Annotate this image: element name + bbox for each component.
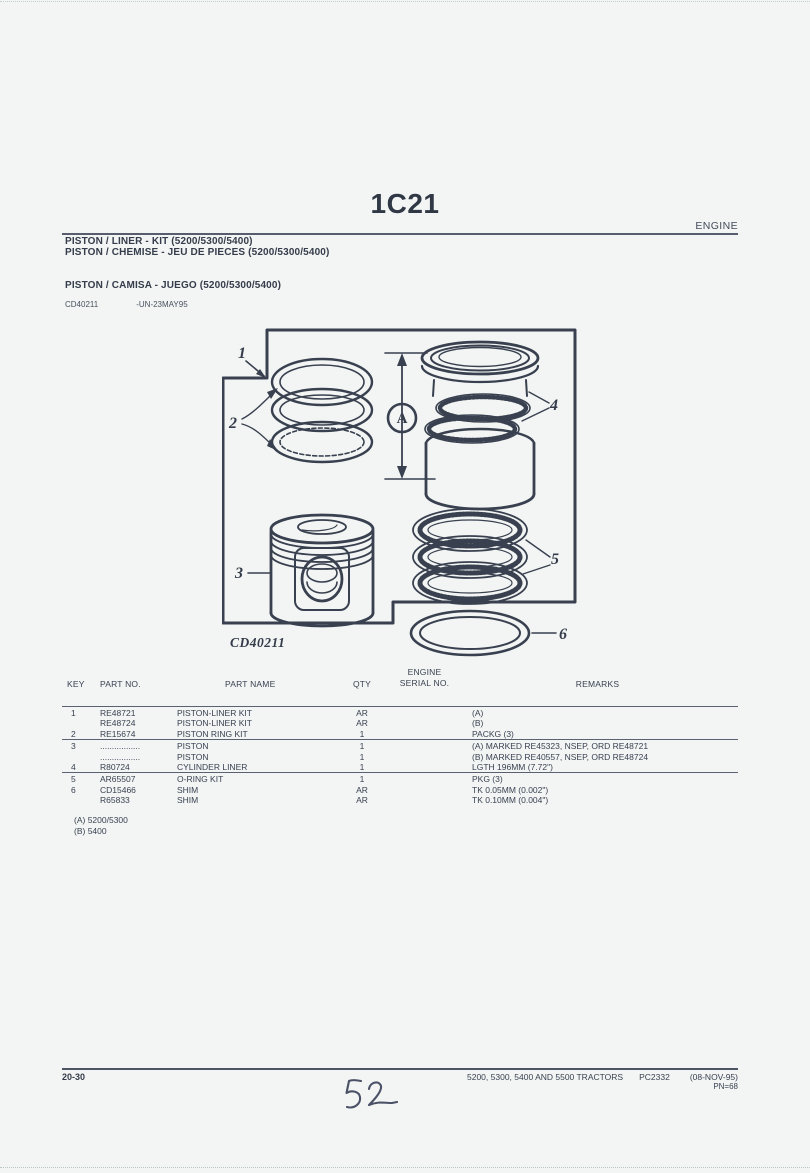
table-cell-part_no: ................. xyxy=(100,741,141,752)
footer-pn: PN=68 xyxy=(713,1082,738,1091)
footnote-a: (A) 5200/5300 xyxy=(74,815,128,825)
table-cell-qty: 1 xyxy=(359,774,365,785)
table-row xyxy=(62,706,738,718)
table-cell-qty: 1 xyxy=(359,762,365,773)
parts-table xyxy=(62,667,738,806)
table-footnotes xyxy=(74,815,128,837)
table-cell-key xyxy=(62,752,100,762)
footer-catalog-info xyxy=(467,1072,738,1082)
callout-5-leader-lower xyxy=(523,565,550,574)
header-key: KEY xyxy=(67,679,85,689)
figure-reference xyxy=(65,300,188,309)
scan-artifact-top xyxy=(0,1,810,2)
table-cell-key: 6 xyxy=(71,784,76,795)
piston xyxy=(271,515,373,626)
table-cell-key: 3 xyxy=(71,741,76,752)
piston-ring-set xyxy=(272,359,372,462)
table-cell-qty: 1 xyxy=(359,741,365,752)
heading-spanish: PISTON / CAMISA - JUEGO (5200/5300/5400) xyxy=(65,280,282,291)
page-title: 1C21 xyxy=(370,188,440,219)
table-cell-part_no: R80724 xyxy=(100,762,130,773)
table-cell-qty: 1 xyxy=(359,751,365,762)
table-cell-key: 2 xyxy=(71,728,76,739)
table-cell-remarks: LGTH 196MM (7.72") xyxy=(472,762,553,773)
heading-french: PISTON / CHEMISE - JEU DE PIECES (5200/5300/5400) xyxy=(65,247,330,258)
header-engine-serial-line2: SERIAL NO. xyxy=(399,678,450,688)
table-cell-part_name: PISTON-LINER KIT xyxy=(177,718,252,729)
footer-rule xyxy=(62,1068,738,1070)
table-cell-part_no: ................. xyxy=(100,751,141,762)
handwritten-page-number xyxy=(336,1072,406,1120)
table-cell-qty: AR xyxy=(356,708,368,718)
table-cell-qty: AR xyxy=(356,718,368,729)
table-cell-part_no: RE48724 xyxy=(100,718,136,729)
footer-page-number: 20-30 xyxy=(62,1072,86,1082)
header-remarks: REMARKS xyxy=(575,679,620,689)
table-cell-part_no: R65833 xyxy=(100,795,130,806)
table-row xyxy=(62,739,738,751)
table-cell-part_name: O-RING KIT xyxy=(177,774,224,785)
scan-artifact-bottom xyxy=(0,1167,810,1168)
header-rule xyxy=(62,233,738,235)
table-cell-part_no: RE48721 xyxy=(100,708,136,718)
callout-5: 5 xyxy=(551,551,559,568)
table-cell-part_no: AR65507 xyxy=(100,774,136,785)
footer-print-date: (08-NOV-95) xyxy=(689,1072,738,1082)
header-engine-serial-line1: ENGINE xyxy=(407,667,442,677)
table-cell-part_no: RE15674 xyxy=(100,728,136,739)
callout-5-leader-upper xyxy=(526,540,550,557)
footer-catalog-code: PC2332 xyxy=(639,1072,670,1082)
table-cell-key: 1 xyxy=(71,708,76,718)
table-row xyxy=(62,785,738,795)
parts-table-header xyxy=(62,667,738,689)
header-part-no: PART NO. xyxy=(100,679,141,689)
heading-english: PISTON / LINER - KIT (5200/5300/5400) xyxy=(65,236,253,247)
cylinder-liner xyxy=(422,342,538,509)
table-cell-remarks: (B) MARKED RE40557, NSEP, ORD RE48724 xyxy=(472,751,649,762)
table-cell-remarks: TK 0.10MM (0.004") xyxy=(472,795,549,806)
table-cell-part_name: SHIM xyxy=(177,784,199,795)
table-cell-part_name: PISTON-LINER KIT xyxy=(177,708,252,718)
table-cell-remarks: PACKG (3) xyxy=(472,728,514,739)
diagram-figure-label: CD40211 xyxy=(230,635,286,650)
footer-catalog-title: 5200, 5300, 5400 AND 5500 TRACTORS xyxy=(467,1072,624,1082)
table-cell-key: 5 xyxy=(71,774,76,785)
section-label: ENGINE xyxy=(695,220,738,232)
table-cell-part_name: PISTON RING KIT xyxy=(177,728,248,739)
o-ring xyxy=(411,611,529,655)
table-cell-part_no: CD15466 xyxy=(100,784,136,795)
table-row xyxy=(62,795,738,805)
table-row xyxy=(62,729,738,739)
table-cell-remarks: (A) MARKED RE45323, NSEP, ORD RE48721 xyxy=(472,741,649,752)
table-cell-key xyxy=(62,718,100,728)
table-cell-remarks: (A) xyxy=(472,708,484,718)
table-cell-remarks: PKG (3) xyxy=(472,774,503,785)
table-row xyxy=(62,718,738,728)
parts-diagram xyxy=(222,326,582,664)
callout-2-leader-upper xyxy=(242,392,274,419)
header-engine-serial xyxy=(392,667,457,689)
table-cell-part_name: PISTON xyxy=(177,741,209,752)
callout-6: 6 xyxy=(559,626,567,643)
table-row xyxy=(62,752,738,762)
table-cell-key xyxy=(62,795,100,805)
callout-2: 2 xyxy=(229,415,237,432)
callout-4-leader-upper xyxy=(529,392,549,403)
callout-1: 1 xyxy=(238,345,246,362)
table-cell-part_name: CYLINDER LINER xyxy=(177,762,248,773)
dimension-a-label: A xyxy=(396,411,408,427)
table-row xyxy=(62,762,738,772)
footnote-b: (B) 5400 xyxy=(74,826,107,836)
callout-4: 4 xyxy=(550,397,558,414)
callout-3: 3 xyxy=(235,565,243,582)
table-row xyxy=(62,772,738,784)
table-cell-remarks: (B) xyxy=(472,718,484,729)
figure-id: CD40211 xyxy=(65,300,99,309)
header-part-name: PART NAME xyxy=(225,679,276,689)
figure-revision: -UN-23MAY95 xyxy=(136,300,188,309)
header-qty: QTY xyxy=(352,679,372,689)
table-cell-part_name: SHIM xyxy=(177,795,199,806)
o-ring-set xyxy=(413,509,527,604)
table-cell-qty: AR xyxy=(356,795,368,806)
table-cell-remarks: TK 0.05MM (0.002") xyxy=(472,784,549,795)
parts-table-rows xyxy=(62,706,738,806)
table-cell-qty: 1 xyxy=(359,728,365,739)
table-cell-qty: AR xyxy=(356,784,368,795)
table-cell-part_name: PISTON xyxy=(177,751,209,762)
table-cell-key: 4 xyxy=(71,762,76,773)
